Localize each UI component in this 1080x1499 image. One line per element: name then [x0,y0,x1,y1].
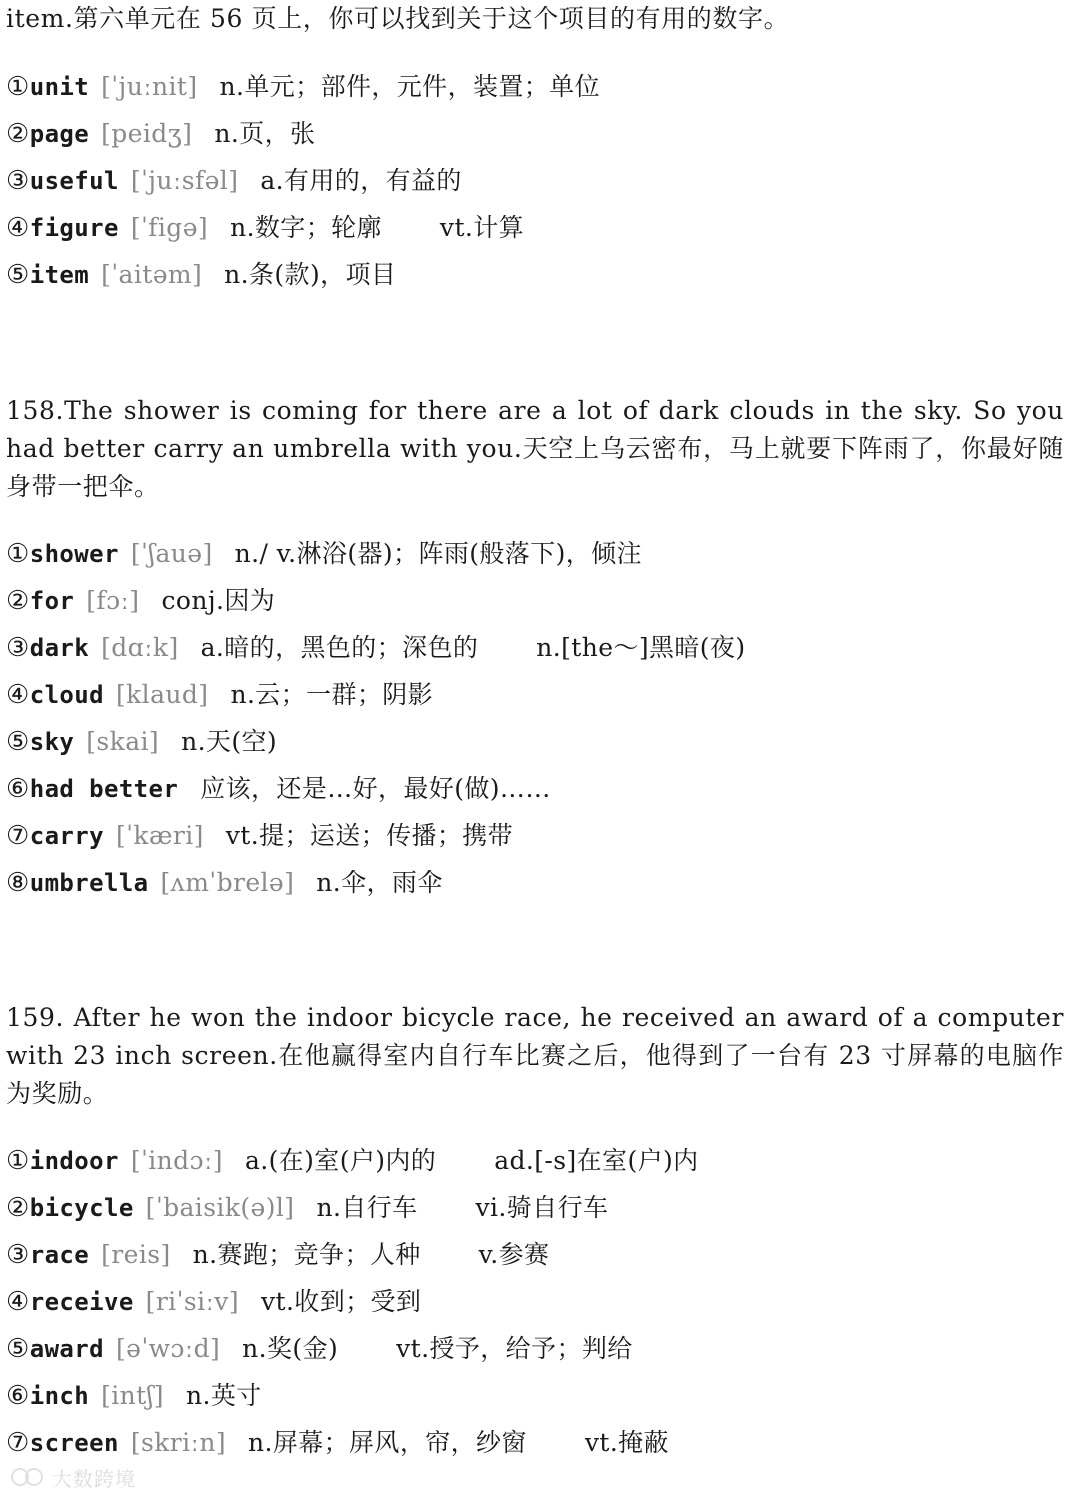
headword: sky [29,728,75,756]
entry-number: ② [6,586,30,616]
vocab-entry [6,208,524,248]
headword: for [29,587,75,615]
headword: award [29,1335,104,1363]
entry-number: ② [6,119,30,149]
definition-secondary: ad.[-s]在室(户)内 [494,1146,699,1175]
phonetic: [skriːn] [130,1428,226,1457]
entry-number: ⑥ [6,1381,30,1411]
definition: n./ v.淋浴(器)；阵雨(般落下)，倾注 [234,539,642,568]
entry-number: ③ [6,1240,30,1270]
vocab-entry [6,1423,669,1463]
intro-sentence: item.第六单元在 56 页上，你可以找到关于这个项目的有用的数字。 [6,4,790,33]
entry-number: ⑧ [6,868,30,898]
vocab-entry [6,863,443,903]
definition: n.自行车 [316,1193,418,1222]
headword: cloud [29,681,104,709]
definition-secondary: vt.授予，给予；判给 [396,1334,633,1363]
definition: vt.收到；受到 [260,1287,422,1316]
phonetic: [ˈʃauə] [130,539,213,568]
definition: n.单元；部件，元件，装置；单位 [219,72,600,101]
definition: n.条(款)，项目 [224,260,397,289]
definition-secondary: n.[the～]黑暗(夜) [536,633,746,662]
phonetic: [klaud] [115,680,209,709]
headword: item [29,261,90,289]
definition: 应该，还是…好，最好(做)…… [200,774,551,803]
phonetic: [skai] [86,727,160,756]
vocab-entry [6,114,315,154]
vocab-entry [6,628,746,668]
example-sentence-159: 159. After he won the indoor bicycle race, he received an award of a computer with 23 inch screen.在他赢得室内自行车比赛之后，他得到了一台有 23 寸屏幕的电脑作为奖励。 [6,1003,1064,1108]
definition: n.屏幕；屏风，帘，纱窗 [247,1428,527,1457]
entry-number: ⑤ [6,1334,30,1364]
phonetic: [ˈbaisik(ə)l] [145,1193,295,1222]
headword: carry [29,822,104,850]
vocab-entry [6,1329,633,1369]
definition: conj.因为 [161,586,276,615]
definition-secondary: vi.骑自行车 [475,1193,609,1222]
entry-number: ⑦ [6,821,30,851]
entry-number: ⑥ [6,774,30,804]
phonetic: [dɑːk] [101,633,179,662]
definition: n.数字；轮廓 [230,213,382,242]
headword: inch [29,1382,90,1410]
headword: page [29,120,90,148]
phonetic: [ˈindɔː] [130,1146,223,1175]
phonetic: [peidʒ] [101,119,193,148]
phonetic: [fɔː] [86,586,140,615]
phonetic: [ˈaitəm] [101,260,203,289]
vocab-entry [6,1235,549,1275]
entry-number: ③ [6,166,30,196]
definition-secondary: v.参赛 [478,1240,550,1269]
vocab-entry [6,67,600,107]
definition: a.暗的，黑色的；深色的 [200,633,479,662]
headword: screen [29,1429,119,1457]
headword: shower [29,540,119,568]
phonetic: [riˈsiːv] [145,1287,239,1316]
vocab-entry [6,1376,262,1416]
headword: indoor [29,1147,119,1175]
headword: bicycle [29,1194,134,1222]
headword: race [29,1241,90,1269]
entry-number: ④ [6,213,30,243]
watermark-logo-icon [10,1465,46,1489]
headword: receive [29,1288,134,1316]
definition-secondary: vt.掩蔽 [584,1428,669,1457]
definition: n.赛跑；竞争；人种 [192,1240,421,1269]
entry-number: ⑤ [6,727,30,757]
definition: a.(在)室(户)内的 [244,1146,437,1175]
phonetic: [ˈfigə] [130,213,209,242]
vocab-entry [6,581,275,621]
definition: n.英寸 [185,1381,262,1410]
vocab-entry [6,1188,608,1228]
phonetic: [ˈjuːsfəl] [130,166,239,195]
entry-number: ① [6,72,30,102]
phonetic: [ˈkæri] [115,821,204,850]
vocab-entry [6,161,462,201]
vocab-entry [6,1282,421,1322]
phonetic: [reis] [101,1240,171,1269]
phonetic: [ʌmˈbrelə] [160,868,295,897]
phonetic: [əˈwɔːd] [115,1334,221,1363]
definition: n.奖(金) [242,1334,339,1363]
definition: n.天(空) [181,727,278,756]
entry-number: ② [6,1193,30,1223]
entry-number: ① [6,1146,30,1176]
definition: a.有用的，有益的 [260,166,462,195]
headword: useful [29,167,119,195]
vocab-entry [6,1141,699,1181]
definition: vt.提；运送；传播；携带 [225,821,514,850]
phonetic: [ˈjuːnit] [101,72,198,101]
vocab-entry [6,255,396,295]
vocab-entry [6,816,513,856]
definition: n.页，张 [214,119,316,148]
definition: n.伞，雨伞 [316,868,443,897]
entry-number: ⑤ [6,260,30,290]
entry-number: ④ [6,680,30,710]
watermark [10,1462,136,1492]
vocab-entry [6,722,277,762]
definition-secondary: vt.计算 [439,213,525,242]
phonetic: [intʃ] [101,1381,164,1410]
entry-number: ⑦ [6,1428,30,1458]
example-sentence-158: 158.The shower is coming for there are a lot of dark clouds in the sky. So you had better carry an umbrella with you.天空上乌云密布，马上就要下阵雨了，你最好随身带一把伞。 [6,396,1064,501]
entry-number: ③ [6,633,30,663]
entry-number: ① [6,539,30,569]
headword: unit [29,73,90,101]
watermark-text: 大数跨境 [52,1466,136,1491]
headword: had better [29,775,179,803]
entry-number: ④ [6,1287,30,1317]
vocab-entry [6,769,551,809]
vocab-entry [6,534,642,574]
vocab-entry [6,675,433,715]
headword: umbrella [29,869,149,897]
headword: figure [29,214,119,242]
headword: dark [29,634,90,662]
definition: n.云；一群；阴影 [230,680,434,709]
